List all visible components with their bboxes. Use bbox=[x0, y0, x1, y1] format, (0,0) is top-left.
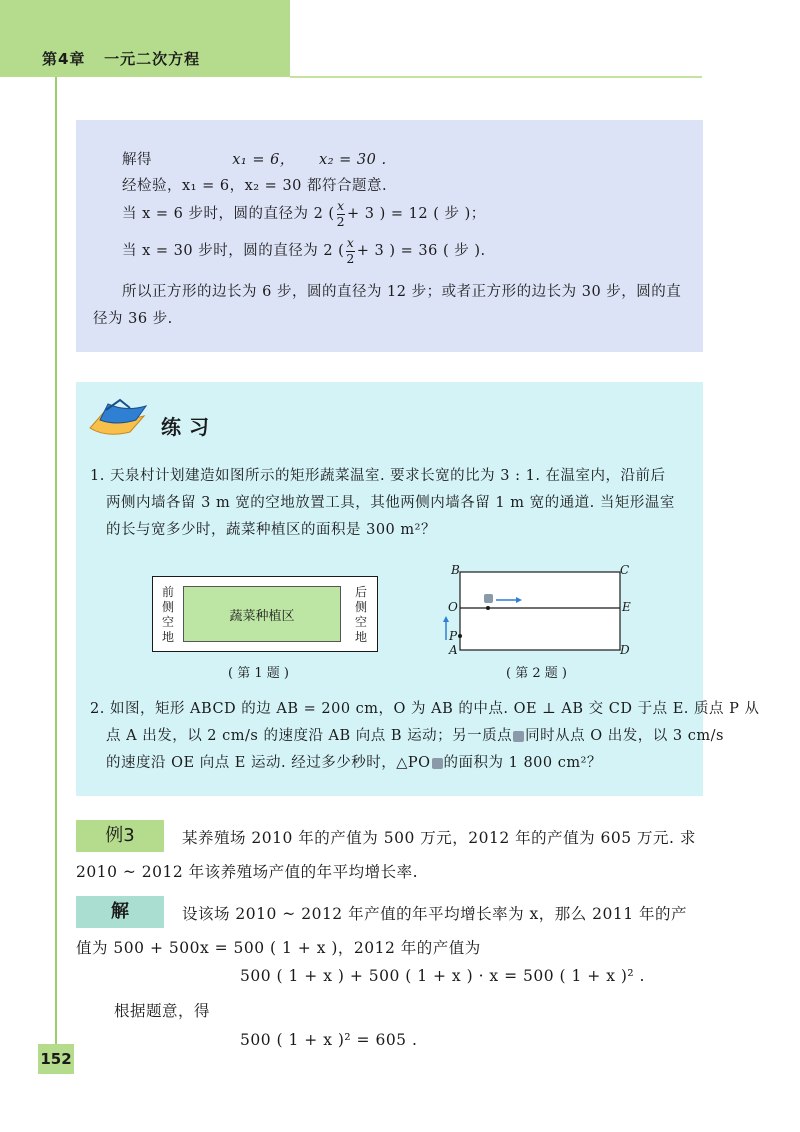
frac-num: x bbox=[337, 198, 345, 213]
figure-2-caption: ( 第 2 题 ) bbox=[506, 666, 567, 681]
point-E-label: E bbox=[622, 600, 631, 614]
practice-q1-line-3: 的长与宽多少时，蔬菜种植区的面积是 300 m²？ bbox=[106, 522, 436, 538]
figure-2-rectangle bbox=[430, 560, 650, 660]
fraction-x-over-2 bbox=[337, 200, 345, 228]
answer-equation-2: 500 ( 1 + x )² = 605 . bbox=[240, 1031, 418, 1049]
answer-line-2: 值为 500 + 500x = 500 ( 1 + x )，2012 年的产值为 bbox=[76, 939, 481, 957]
practice-q2-line-3 bbox=[106, 751, 602, 772]
answer-equation-1: 500 ( 1 + x ) + 500 ( 1 + x ) · x = 500 ( 1 + x )² . bbox=[240, 967, 645, 985]
example-line-1: 某养殖场 2010 年的产值为 500 万元，2012 年的产值为 605 万元. 求 bbox=[182, 829, 696, 847]
solution-prefix: 解得 bbox=[122, 152, 152, 168]
answer-line-1: 设该场 2010 ~ 2012 年产值的年平均增长率为 x，那么 2011 年的产 bbox=[182, 905, 688, 923]
chapter-title: 一元二次方程 bbox=[104, 50, 201, 68]
solution-line-2: 经检验，x₁ = 6，x₂ = 30 都符合题意. bbox=[122, 178, 388, 194]
frac-den: 2 bbox=[346, 250, 355, 266]
q2-line-3-part-b: 的面积为 1 800 cm²？ bbox=[443, 755, 602, 771]
practice-title: 练习 bbox=[161, 415, 217, 439]
point-B-label: B bbox=[451, 563, 460, 577]
q2-line-2-part-a: 点 A 出发，以 2 cm/s 的速度沿 AB 向点 B 运动；另一质点 bbox=[106, 728, 513, 744]
practice-book-icon bbox=[86, 398, 152, 442]
chapter-header-title bbox=[42, 48, 200, 69]
point-D-label: D bbox=[620, 643, 630, 657]
point-A-label: A bbox=[449, 643, 458, 657]
solution-line-1 bbox=[122, 148, 387, 169]
solution-root-1: x₁ = 6， bbox=[232, 152, 295, 168]
solution-line-6: 径为 36 步. bbox=[93, 311, 173, 327]
back-space-label: 后侧空地 bbox=[354, 585, 367, 644]
page-number: 152 bbox=[38, 1044, 74, 1074]
example-line-2: 2010 ~ 2012 年该养殖场产值的年平均增长率. bbox=[76, 863, 419, 881]
frac-den: 2 bbox=[336, 213, 346, 229]
planting-area-label: 蔬菜种植区 bbox=[229, 609, 295, 624]
solution-line-3-pre: 当 x = 6 步时，圆的直径为 2 ( bbox=[122, 206, 335, 222]
practice-q2-line-1: 2. 如图，矩形 ABCD 的边 AB = 200 cm，O 为 AB 的中点. OE ⊥ AB 交 CD 于点 E. 质点 P 从 bbox=[90, 701, 760, 717]
solution-line-4 bbox=[122, 237, 486, 265]
margin-rule bbox=[55, 77, 57, 1045]
q2-line-3-part-a: 的速度沿 OE 向点 E 运动. 经过多少秒时，△PO bbox=[106, 755, 431, 771]
answer-line-3: 根据题意，得 bbox=[114, 1002, 211, 1020]
fraction-x-over-2 bbox=[346, 237, 354, 265]
point-P-label: P bbox=[449, 629, 458, 643]
missing-symbol-icon bbox=[513, 731, 524, 742]
practice-q1-line-2: 两侧内墙各留 3 m 宽的空地放置工具，其他两侧内墙各留 1 m 宽的通道. 当矩形温室 bbox=[106, 495, 675, 511]
frac-num: x bbox=[346, 235, 355, 250]
solution-line-3 bbox=[122, 200, 486, 228]
chapter-number: 第4章 bbox=[42, 50, 86, 68]
front-space-label: 前侧空地 bbox=[161, 585, 174, 644]
solution-line-4-pre: 当 x = 30 步时，圆的直径为 2 ( bbox=[122, 243, 345, 259]
solution-line-5: 所以正方形的边长为 6 步，圆的直径为 12 步；或者正方形的边长为 30 步，圆的直 bbox=[122, 284, 682, 300]
example-label: 例3 bbox=[76, 820, 164, 852]
solution-line-3-post: + 3 ) = 12 ( 步 )； bbox=[347, 206, 486, 222]
practice-q2-line-2 bbox=[106, 724, 724, 745]
answer-label: 解 bbox=[76, 896, 164, 928]
practice-q1-line-1: 1. 天泉村计划建造如图所示的矩形蔬菜温室. 要求长宽的比为 3 : 1. 在温室内，沿前后 bbox=[90, 468, 666, 484]
solution-line-4-post: + 3 ) = 36 ( 步 ). bbox=[356, 243, 486, 259]
point-O-label: O bbox=[448, 600, 458, 614]
solution-root-2: x₂ = 30 . bbox=[319, 152, 387, 168]
figure-1-caption: ( 第 1 题 ) bbox=[228, 666, 289, 681]
point-C-label: C bbox=[620, 563, 630, 577]
header-rule bbox=[290, 76, 702, 78]
q2-line-2-part-b: 同时从点 O 出发，以 3 cm/s bbox=[525, 728, 724, 744]
missing-symbol-icon bbox=[432, 758, 443, 769]
